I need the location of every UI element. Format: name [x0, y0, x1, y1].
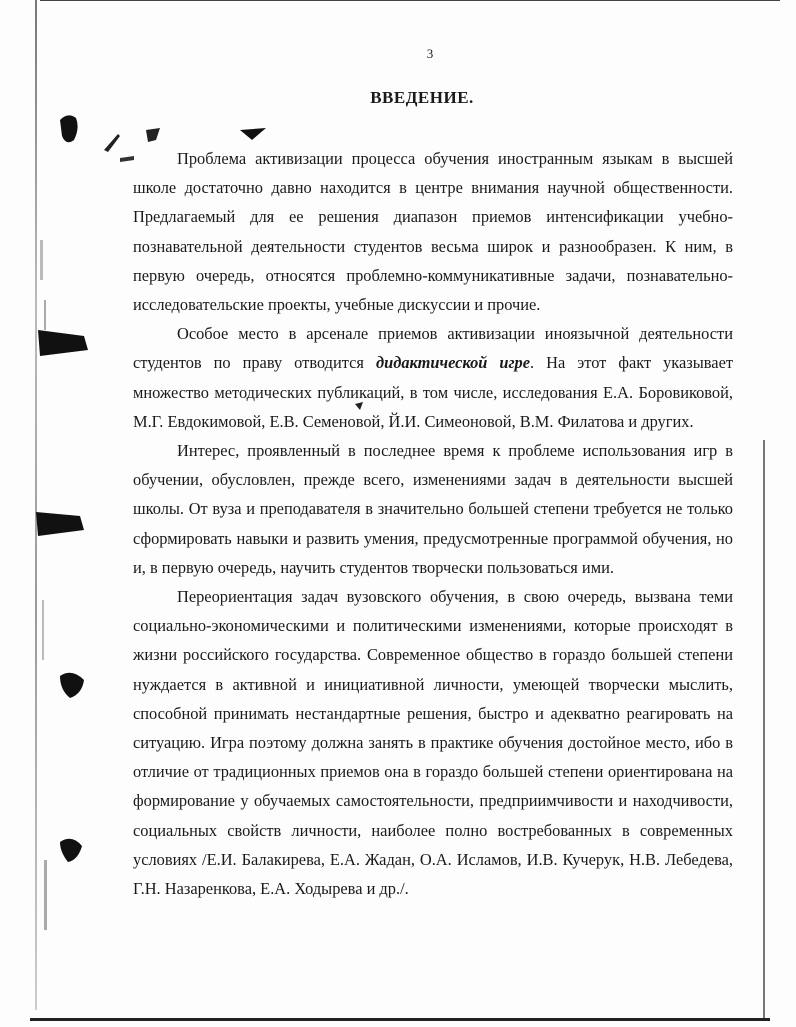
binding-mark-1: [60, 115, 78, 142]
binding-mark-5: [60, 839, 82, 862]
page-number: 3: [426, 46, 434, 61]
paragraph-2: [133, 319, 733, 436]
binding-mark-2: [38, 330, 88, 356]
paragraph-2-before: Особое место в арсенале приемов активизации иноязычной деятельности студентов по праву отводится: [133, 324, 733, 373]
paragraph-3: Интерес, проявленный в последнее время к проблеме использования игр в обучении, обусловлен, прежде всего, изменениями задач в деятельности высшей школы. От вуза и преподавателя в значительно большей степени требуется не только сформировать навыки и развить умения, предусмотренные программой обучения, но и, в первую очередь, научить студентов творчески пользоваться ими.: [133, 441, 733, 577]
binding-mark-3: [36, 512, 84, 536]
stray-mark-2: [146, 128, 160, 142]
binding-mark-4: [60, 673, 84, 698]
stray-mark-3: [240, 128, 266, 140]
stray-mark-1: [104, 134, 120, 152]
paragraph-2-after: . На этот факт указывает множество методических публикаций, в том числе, исследования Е.А. Боровиковой, М.Г. Евдокимовой, Е.В. Семеновой, Й.И. Симеоновой, В.М. Филатова и других.: [133, 353, 734, 431]
paragraph-4: Переориентация задач вузовского обучения, в свою очередь, вызвана теми социально-экономическими и политическими изменениями, которые происходят в жизни российского государства. Современное общество в гораздо большей степени нуждается в активной и инициативной личности, умеющей творчески мыслить, способной принимать нестандартные решения, быстро и адекватно реагировать на ситуацию. Игра поэтому должна занять в практике обучения достойное место, ибо в отличие от традиционных приемов она в гораздо большей степени ориентирована на формирование у обучаемых самостоятельности, предприимчивости и находчивости, социальных свойств личности, наиболее полно востребованных в современных условиях /Е.И. Балакирева, Е.А. Жадан, О.А. Исламов, И.В. Кучерук, Н.В. Лебедева, Г.Н. Назаренкова, Е.А. Ходырева и др./.: [133, 587, 733, 899]
body-text: [133, 144, 733, 903]
paragraph-2-emphasis: дидактической игре: [375, 353, 531, 373]
page-title: ВВЕДЕНИЕ.: [370, 88, 474, 107]
paragraph-1: Проблема активизации процесса обучения иностранным языкам в высшей школе достаточно давно находится в центре внимания научной общественности. Предлагаемый для ее решения диапазон приемов интенсификации учебно-познавательной деятельности студентов весьма широк и разнообразен. К ним, в первую очередь, относятся проблемно-коммуникативные задачи, познавательно-исследовательские проекты, учебные дискуссии и прочие.: [133, 149, 733, 315]
stray-mark-4: [120, 156, 134, 162]
